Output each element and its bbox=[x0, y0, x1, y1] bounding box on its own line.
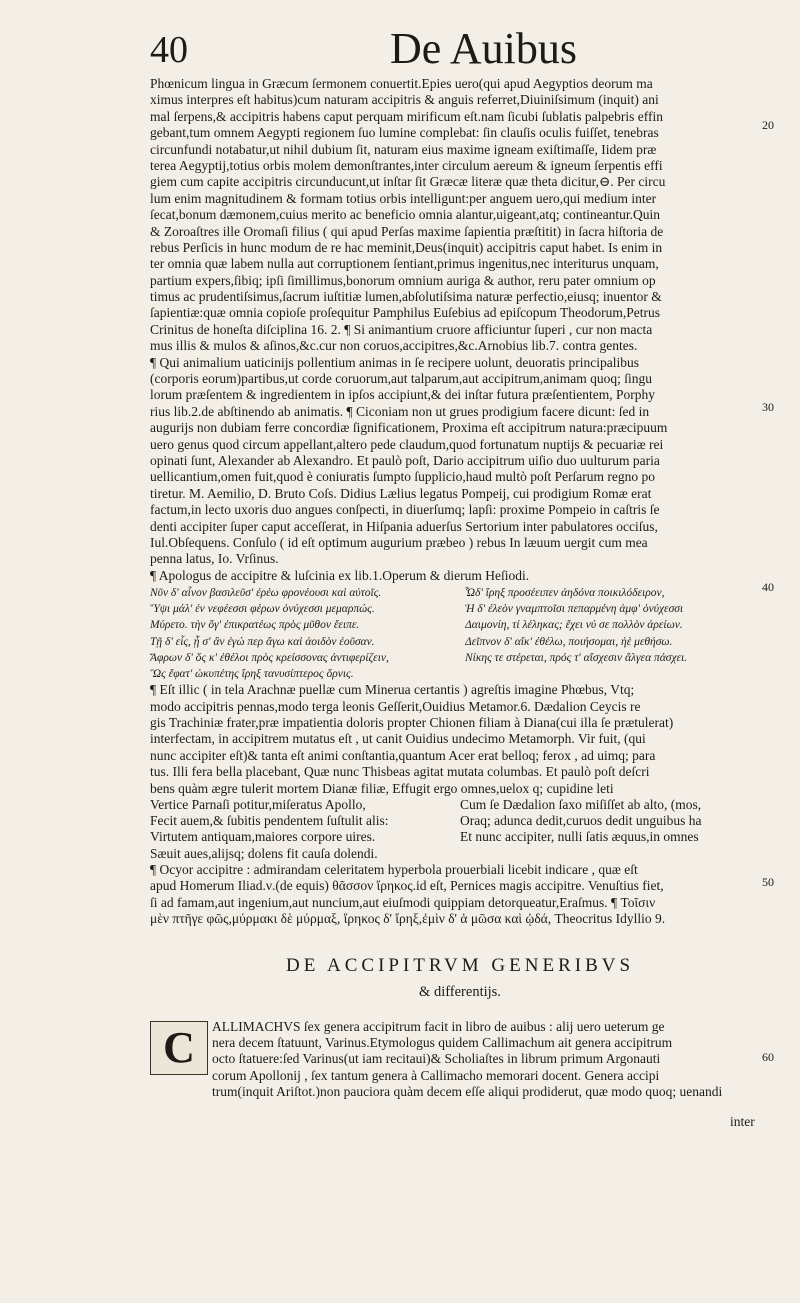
greek-line: Ὣς ἔφατ' ὠκυπέτης ἴρηξ τανυσίπτερος ὄρνις. bbox=[150, 668, 354, 681]
text-line: opinati ſunt, Alexander ab Alexandro. Et paulò poſt, Dario accipitrum uiſio duo uulturum paria bbox=[150, 452, 660, 468]
latin-verse-block bbox=[150, 797, 770, 862]
verse-column-left bbox=[150, 797, 460, 862]
text-line: bens quàm ægre tulerit mortem Dianæ filiæ, Effugit ergo omnes,uelox q; cupidine leti bbox=[150, 780, 614, 796]
page-header bbox=[150, 24, 770, 74]
text-line: partium expers,ſibiq; ipſi ſimillimus,bonorum omnium auriga & author, reru pater omnium op bbox=[150, 272, 656, 288]
text-line: & Zoroaſtres ille Oromaſi filius ( qui apud Perſas maxime ſapientia præſtitit) in ſacra hiſtoria de bbox=[150, 223, 664, 239]
text-line: factum,in lecto uxoris duo angues conſpecti, in diuerſumq; lapſi: proxime Pompeio in caſtris ſe bbox=[150, 502, 660, 518]
text-line: augurijs non dubiam ferre concordiæ ſignificationem, Proxima eſt accipitrum natura:præcipuum bbox=[150, 420, 668, 436]
text-line: lorum præſentem & ingredientem in ipſos accipiunt,& dei inſtar futura præſentientem, Porphy bbox=[150, 387, 656, 403]
text-line: penna latus, Io. Vrſinus. bbox=[150, 551, 279, 567]
paragraph-vaticinia bbox=[150, 355, 770, 568]
margin-number: 20 bbox=[762, 118, 774, 132]
text-line: corum Apollonij , ſex tantum genera à Callimacho memorari docent. Genera accipi bbox=[212, 1067, 660, 1083]
text-line: ter omnia quæ labem nulla aut corruptionem ſentiant,primus ingenitus,nec interiturus unquam, bbox=[150, 256, 659, 272]
text-line: terea Aegyptij,totius orbis molem demonſtrantes,inter circulum aereum & igneum ſerpentis effi bbox=[150, 157, 663, 173]
catchword: inter bbox=[730, 1114, 755, 1129]
text-line: mal ſerpens,& accipitris habens caput perquam mirificum eſt.nam ſicubi ſublatis palpebris effin bbox=[150, 108, 663, 124]
greek-verse-block bbox=[150, 585, 770, 682]
margin-number: 50 bbox=[762, 875, 774, 889]
greek-line: Μύρετο. τὴν ὅγ' ἐπικρατέως πρὸς μῦθον ἔειπε. bbox=[150, 619, 360, 632]
text-line: ſecat,bonum dæmonem,cuius merito ac beneficio omnia alantur,uigeant,atq; contineantur.Quin bbox=[150, 207, 661, 223]
text-line: μὲν πτῆγε φῶς,μύρμακι δὲ μύρμαξ, ἴρηκος δ' ἴρηξ,ἐμὶν δ' ἁ μῶσα καὶ ᾠδά, Theocritus Idyllio 9. bbox=[150, 910, 666, 926]
text-line: uero genus quod circum appellant,altero pede claudum,quod fortunatum nuptijs & pecuariæ rei bbox=[150, 436, 664, 452]
greek-line: Ὧδ' ἴρηξ προσέειπεν ἀηδόνα ποικιλόδειρον, bbox=[465, 587, 665, 600]
greek-line: Ὕψι μάλ' ἐν νεφέεσσι φέρων ὀνύχεσσι μεμαρπώς. bbox=[150, 603, 375, 616]
section-subtitle: & differentijs. bbox=[419, 984, 501, 1000]
main-text bbox=[150, 76, 770, 927]
text-line: nera decem ſtatuunt, Varinus.Etymologus quidem Callimachum ait genera accipitrum bbox=[212, 1035, 673, 1051]
text-line: Phœnicum lingua in Græcum ſermonem conuertit.Epies uero(qui apud Aegyptios deorum ma bbox=[150, 76, 653, 91]
text-line: Crinitus de honeſta diſciplina 16. 2. ¶ Si animantium cruore afficiuntur ſuperi , cur non macta bbox=[150, 321, 653, 337]
section-title: DE ACCIPITRVM GENERIBVS bbox=[285, 955, 635, 976]
verse-column-right bbox=[460, 797, 770, 862]
text-line: uellicantium,omen fuit,quod è coniuratis ſumpto ſupplicio,haud multò poſt Perſarum regno po bbox=[150, 469, 656, 485]
running-head: De Auibus bbox=[390, 24, 577, 73]
text-line: ¶ Ocyor accipitre : admirandam celeritatem hyperbola prouerbiali licebit indicare , quæ eſt bbox=[150, 861, 638, 877]
greek-line: Ἄφρων δ' ὅς κ' ἐθέλοι πρὸς κρείσσονας ἀντιφερίζειν, bbox=[150, 651, 389, 664]
greek-line: Τῇ δ' εἶς, ᾗ σ' ἂν ἐγώ περ ἄγω καὶ ἀοιδὸν ἐοῦσαν. bbox=[150, 635, 375, 648]
text-line: timus ac prudentiſsimus,ſacrum iuſtitiæ lumen,abſolutiſsima naturæ perfectio,eiusq; inuentor & bbox=[150, 289, 662, 305]
paragraph-callimachus bbox=[212, 1019, 770, 1100]
text-line: tiretur. M. Aemilio, D. Bruto Coſs. Didius Lælius legatus Pompeij, cui prodigium Romæ erat bbox=[150, 485, 652, 501]
paragraph-arachne bbox=[150, 682, 770, 797]
text-line: (corporis eorum)partibus,ut corde coruorum,aut talparum,aut accipitrum,animam quoq; ſingu bbox=[150, 371, 652, 387]
margin-number: 40 bbox=[762, 580, 774, 594]
text-line: mus illis & mulos & aſinos,&c.cur non coruos,accipitres,&c.Arnobius lib.7. contra gentes. bbox=[150, 338, 638, 354]
greek-line: Νῦν δ' αἶνον βασιλεῦσ' ἐρέω φρονέουσι καὶ αὐτοῖς. bbox=[150, 587, 382, 600]
text-line: Iul.Obſequens. Conſulo ( id eſt optimum augurium præbeo ) rebus In læuum uergit cum mea bbox=[150, 534, 648, 550]
text-line: rebus Perſicis in hunc modum de re hac meminit,Deus(inquit) accipitris caput habet. Is enim in bbox=[150, 239, 663, 255]
text-line: ¶ Qui animalium uaticinijs pollentium animas in ſe recipere uolunt, deuoratis principalibus bbox=[150, 354, 640, 370]
text-line: ſapientiæ:quæ omnia copioſe proſequitur Pamphilus Euſebius ad epiſcopum Theodorum,Petrus bbox=[150, 305, 661, 321]
verse-line: Vertice Parnaſi potitur,miſeratus Apollo, bbox=[150, 796, 366, 812]
verse-line: Fecit auem,& ſubitis pendentem ſuſtulit alis: bbox=[150, 813, 389, 829]
text-line: apud Homerum Iliad.ν.(de equis) θᾶσσον ἴρηκος.id eſt, Pernices magis accipitre. Venuſtius fiet, bbox=[150, 878, 664, 894]
text-line: lum enim magnitudinem & formam totius orbis intelligunt:per anguem uero,qui medium inter bbox=[150, 190, 657, 206]
text-line: denti accipiter ſuper caput acceſſerat, in Hiſpania aduerſus Sertorium inter pabulatores occiſus, bbox=[150, 518, 658, 534]
text-line: ximus interpres eſt habitus)cum naturam accipitris & anguis referret,Diuiniſsimum (inquit) ani bbox=[150, 92, 659, 108]
greek-column-right bbox=[465, 585, 770, 682]
text-line: ¶ Eſt illic ( in tela Arachnæ puellæ cum Minerua certantis ) agreſtis imagine Phœbus, Vtq; bbox=[150, 682, 635, 698]
initial-letter: C bbox=[163, 1023, 195, 1072]
paragraph-ocyor bbox=[150, 862, 770, 928]
text-line: octo ſtatuere:ſed Varinus(ut iam recitaui)& Scholiaſtes in librum primum Argonauti bbox=[212, 1051, 661, 1067]
greek-line: Δεῖπνον δ' αἴκ' ἐθέλω, ποιήσομαι, ἠὲ μεθήσω. bbox=[465, 635, 673, 648]
text-line: rius lib.2.de abſtinendo ab animatis. ¶ Ciconiam non ut grues prodigium facere dicunt: ſed in bbox=[150, 403, 650, 419]
greek-line: Νίκης τε στέρεται, πρός τ' αἴσχεσιν ἄλγεα πάσχει. bbox=[465, 651, 688, 664]
margin-number: 30 bbox=[762, 400, 774, 414]
paragraph-phoenicum bbox=[150, 76, 770, 355]
verse-line: Cum ſe Dædalion ſaxo miſiſſet ab alto, (mos, bbox=[460, 796, 702, 812]
text-line: tus. Illi fera bella placebant, Quæ nunc Thisbeas agitat mutata columbas. Et paulò poſt deſcri bbox=[150, 764, 650, 780]
apologue-heading: ¶ Apologus de accipitre & luſcinia ex lib.1.Operum & dierum Heſiodi. bbox=[150, 567, 530, 583]
greek-line: Ἡ δ' ἐλεὸν γναμπτοῖσι πεπαρμένη ἀμφ' ὀνύχεσσι bbox=[465, 603, 684, 616]
verse-line: Sæuit aues,alijsq; dolens fit cauſa dolendi. bbox=[150, 845, 378, 861]
verse-line: Oraq; adunca dedit,curuos dedit unguibus ha bbox=[460, 813, 702, 829]
text-line: ſi ad famam,aut ingenium,aut nuncium,aut eiuſmodi quippiam detorqueatur,Eraſmus. ¶ Τοῖσιν bbox=[150, 894, 656, 910]
text-line: trum(inquit Ariſtot.)non pauciora quàm decem eſſe aliqui prodiderut, quæ modo quoq; uenandi bbox=[212, 1083, 723, 1099]
text-line: interfectam, in accipitrem mutatus eſt , ut canit Ouidius undecimo Metamorph. Vir fuit, (qui bbox=[150, 731, 646, 747]
text-line: nunc accipiter eſt)& tanta eſt animi conſtantia,quantum Acer erat belloq; ferox , ad uimq; para bbox=[150, 747, 656, 763]
margin-number: 60 bbox=[762, 1050, 774, 1064]
text-line: modo accipitris pennas,modo terga leonis Geſſerit,Ouidius Metamor.6. Dædalion Ceycis re bbox=[150, 698, 641, 714]
decorated-initial bbox=[150, 1021, 208, 1075]
text-line: giem cum capite accipitris circunducunt,ut inſtar ſit Græcæ literæ quæ theta dicitur,⊖. Per circu bbox=[150, 174, 666, 190]
greek-line: Δαιμονίη, τί λέληκας; ἔχει νύ σε πολλὸν ἀρείων. bbox=[465, 619, 683, 632]
greek-column-left bbox=[150, 585, 455, 682]
verse-line: Et nunc accipiter, nulli ſatis æquus,in omnes bbox=[460, 829, 699, 845]
text-line: gis Trachiniæ frater,præ impatientia doloris propter Chionen filiam à Diana(cui illa ſe prætulerat) bbox=[150, 715, 674, 731]
text-line: ALLIMACHVS ſex genera accipitrum facit in libro de auibus : alij uero ueterum ge bbox=[212, 1019, 665, 1034]
text-line: gebant,tum omnem Aegypti regionem ſuo lumine complebat: ſin clauſis oculis fuiſſet, tenebras bbox=[150, 125, 659, 141]
verse-line: Virtutem antiquam,maiores corpore uires. bbox=[150, 829, 376, 845]
page-number: 40 bbox=[150, 29, 188, 71]
text-line: circunfundi notabatur,ut nihil dubium ſit, naturam eius maxime igneam exiſtimaſſe, Iidem præ bbox=[150, 141, 657, 157]
